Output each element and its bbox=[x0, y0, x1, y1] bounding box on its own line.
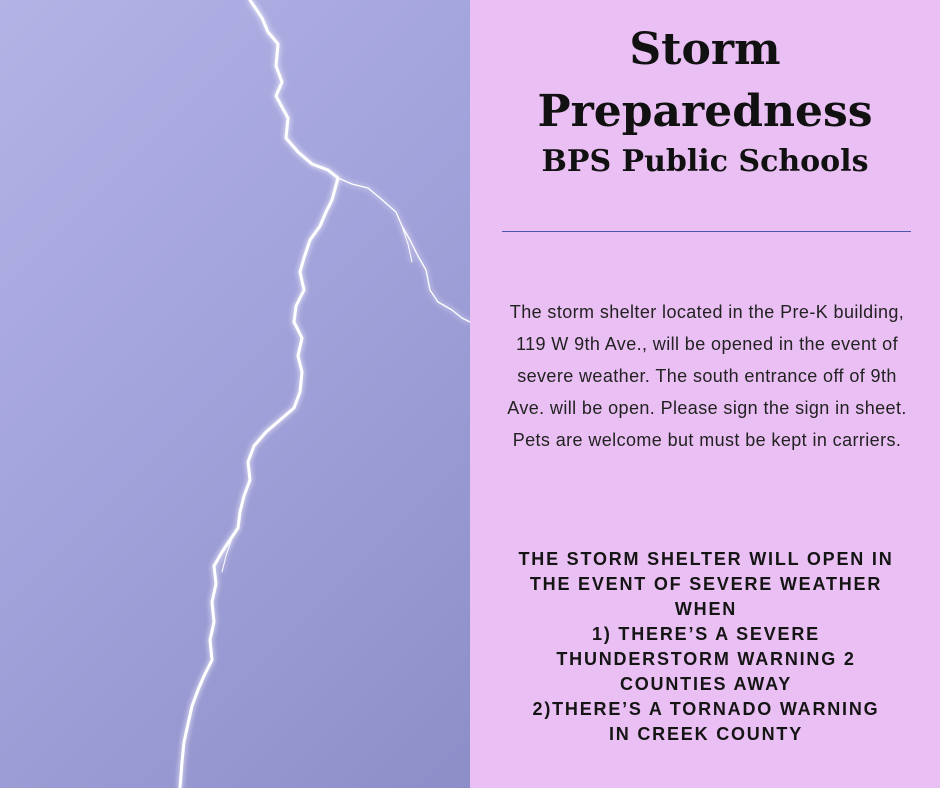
alert-line: THE STORM SHELTER WILL OPEN IN bbox=[518, 549, 894, 569]
alert-line: 1) THERE’S A SEVERE bbox=[592, 624, 820, 644]
shelter-open-conditions bbox=[490, 547, 922, 747]
divider bbox=[502, 231, 911, 232]
alert-line: 2)THERE’S A TORNADO WARNING bbox=[532, 699, 880, 719]
page-subtitle: BPS Public Schools bbox=[541, 144, 869, 179]
page-title-line-2: Preparedness bbox=[537, 86, 873, 137]
alert-line: THE EVENT OF SEVERE WEATHER bbox=[529, 574, 883, 594]
alert-line: THUNDERSTORM WARNING 2 bbox=[556, 649, 856, 669]
alert-line: COUNTIES AWAY bbox=[619, 674, 793, 694]
info-panel bbox=[470, 0, 940, 788]
alert-line: IN CREEK COUNTY bbox=[608, 724, 803, 744]
page-title-line-1: Storm bbox=[629, 24, 781, 75]
alert-line: WHEN bbox=[674, 599, 738, 619]
shelter-info-text: The storm shelter located in the Pre-K building, 119 W 9th Ave., will be opened in the event of severe weather. The south entrance off of 9th Ave. will be open. Please sign the sign in sheet. Pets are welcome but must be kept in carriers. bbox=[507, 302, 907, 450]
